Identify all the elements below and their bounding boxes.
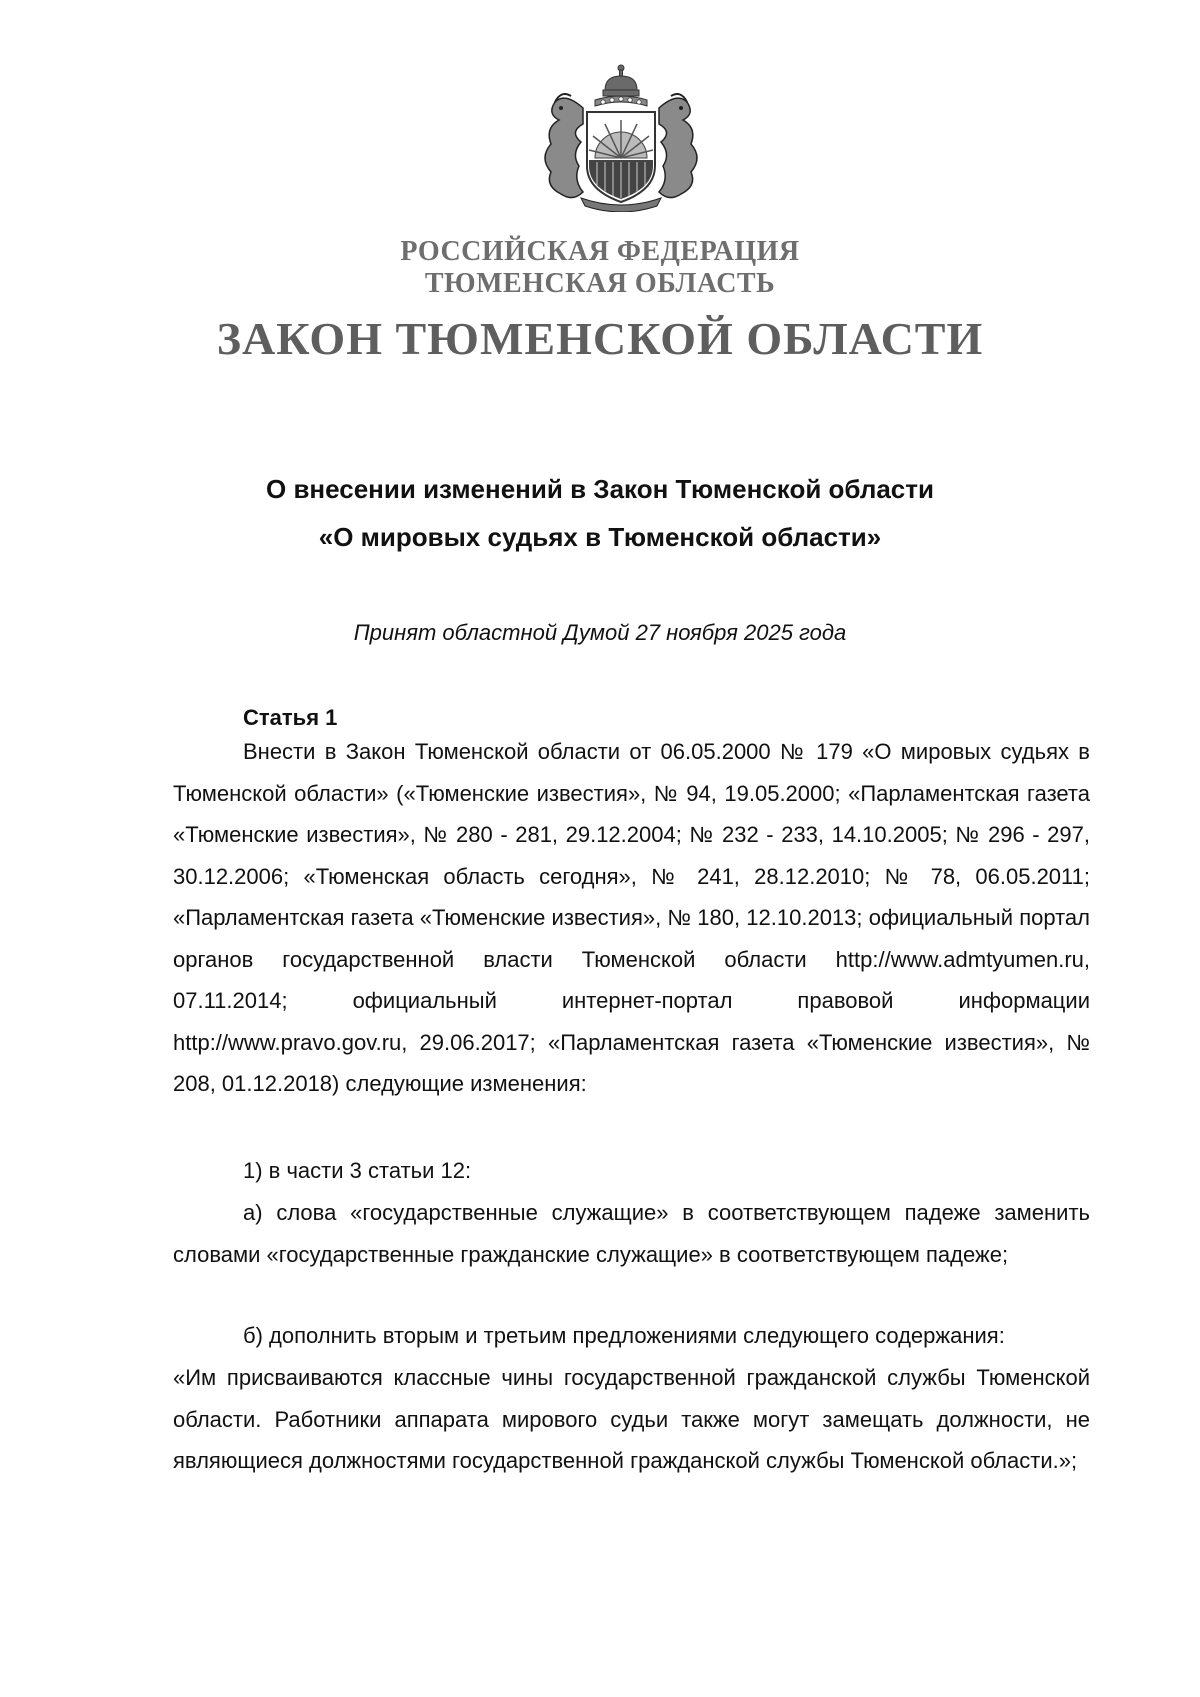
amendment-quoted-text: «Им присваиваются классные чины государственной гражданской службы Тюменской области. Работники аппарата мирового судьи также могут замещать должности, не являющиеся должностями государственной гражданской службы Тюменской области.»; bbox=[173, 1365, 1090, 1473]
amendment-item-1: 1) в части 3 статьи 12: bbox=[243, 1158, 472, 1183]
coat-of-arms-icon bbox=[525, 62, 717, 212]
document-title-line-2: «О мировых судьях в Тюменской области» bbox=[318, 522, 882, 552]
law-type-heading: ЗАКОН ТЮМЕНСКОЙ ОБЛАСТИ bbox=[216, 313, 984, 364]
amendment-subitem-b: б) дополнить вторым и третьим предложениями следующего содержания: bbox=[243, 1323, 1005, 1348]
article-intro-paragraph: Внести в Закон Тюменской области от 06.05.2000 № 179 «О мировых судьях в Тюменской области» («Тюменские известия», № 94, 19.05.2000; «Парламентская газета «Тюменские известия», № 280 - 281, 29.12.2004; № 232 - 233, 14.10.2005; № 296 - 297, 30.12.2006; «Тюменская область сегодня», № 241, 28.12.2010; № 78, 06.05.2011; «Парламентская газета «Тюменские известия», № 180, 12.10.2013; официальный портал органов государственной власти Тюменской области http://www.admtyumen.ru, 07.11.2014; официальный интернет-портал правовой информации http://www.pravo.gov.ru, 29.06.2017; «Парламентская газета «Тюменские известия», № 208, 01.12.2018) следующие изменения: bbox=[173, 739, 1090, 1096]
amendment-subitem-a: а) слова «государственные служащие» в соответствующем падеже заменить словами «государственные гражданские служащие» в соответствующем падеже; bbox=[173, 1200, 1090, 1267]
region-heading: ТЮМЕНСКАЯ ОБЛАСТЬ bbox=[424, 268, 776, 299]
article-heading: Статья 1 bbox=[243, 705, 338, 730]
country-heading: РОССИЙСКАЯ ФЕДЕРАЦИЯ bbox=[400, 236, 800, 267]
document-title-line-1: О внесении изменений в Закон Тюменской области bbox=[266, 474, 934, 504]
adoption-note: Принят областной Думой 27 ноября 2025 года bbox=[353, 620, 847, 645]
